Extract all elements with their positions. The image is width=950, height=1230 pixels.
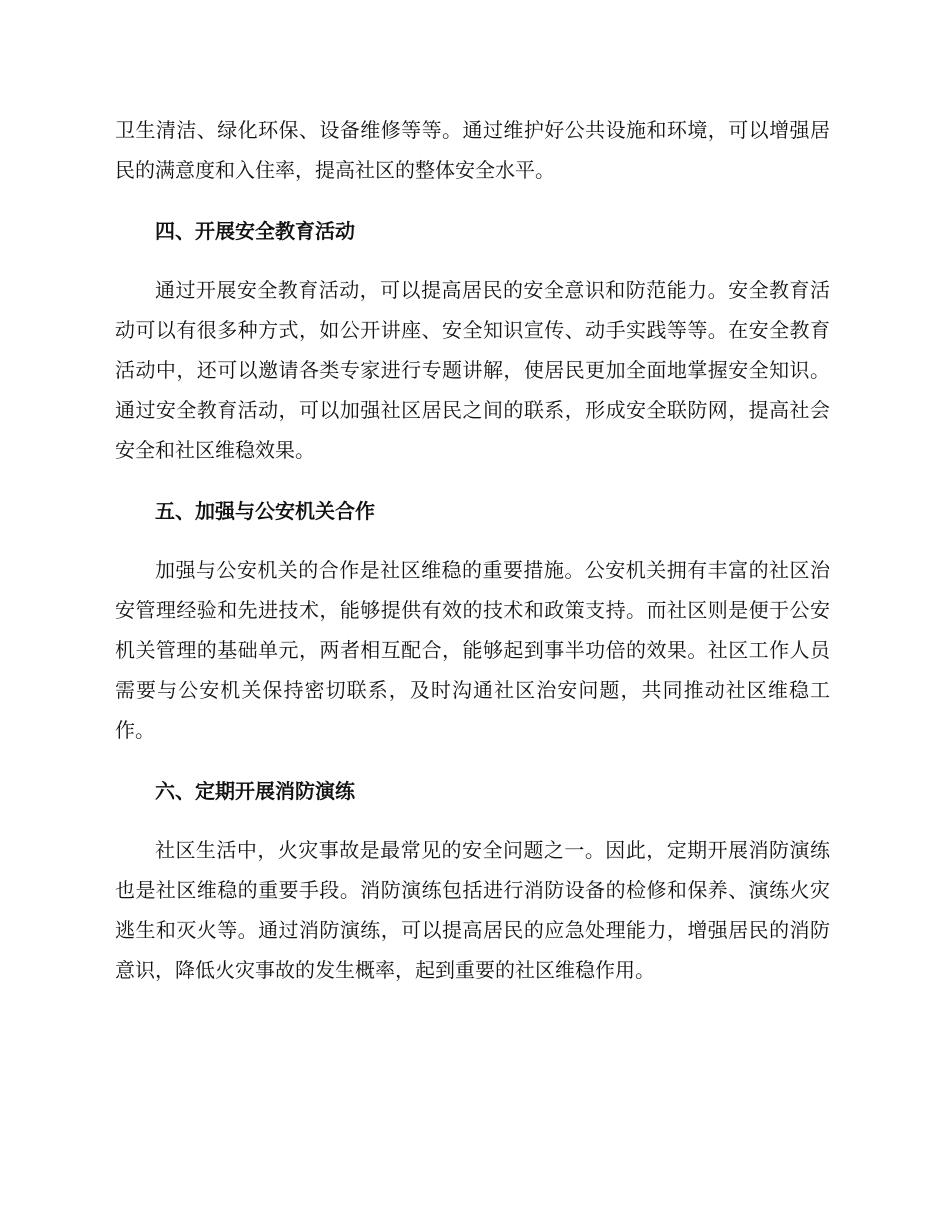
spacer [115, 811, 830, 830]
section-heading-6: 六、定期开展消防演练 [155, 779, 355, 803]
section-heading-4: 四、开展安全教育活动 [155, 219, 355, 243]
spacer [115, 750, 830, 771]
section-heading-5: 五、加强与公安机关合作 [155, 499, 375, 523]
paragraph-police-cooperation: 加强与公安机关的合作是社区维稳的重要措施。公安机关拥有丰富的社区治安管理经验和先进技术，能够提供有效的技术和政策支持。而社区则是便于公安机关管理的基础单元，两者相互配合，能够起到事半功倍的效果。社区工作人员需要与公安机关保持密切联系，及时沟通社区治安问题，共同推动社区维稳工作。 [115, 558, 830, 742]
paragraph-safety-education: 通过开展安全教育活动，可以提高居民的安全意识和防范能力。安全教育活动可以有很多种方式，如公开讲座、安全知识宣传、动手实践等等。在安全教育活动中，还可以邀请各类专家进行专题讲解，使居民更加全面地掌握安全知识。通过安全教育活动，可以加强社区居民之间的联系，形成安全联防网，提高社会安全和社区维稳效果。 [115, 278, 830, 462]
spacer [115, 470, 830, 491]
spacer [115, 190, 830, 211]
paragraph-continued: 卫生清洁、绿化环保、设备维修等等。通过维护好公共设施和环境，可以增强居民的满意度和入住率，提高社区的整体安全水平。 [115, 118, 830, 182]
spacer [115, 531, 830, 550]
spacer [115, 251, 830, 270]
paragraph-fire-drill: 社区生活中，火灾事故是最常见的安全问题之一。因此，定期开展消防演练也是社区维稳的重要手段。消防演练包括进行消防设备的检修和保养、演练火灾逃生和灭火等。通过消防演练，可以提高居民的应急处理能力，增强居民的消防意识，降低火灾事故的发生概率，起到重要的社区维稳作用。 [115, 838, 830, 982]
document-body [115, 110, 830, 990]
